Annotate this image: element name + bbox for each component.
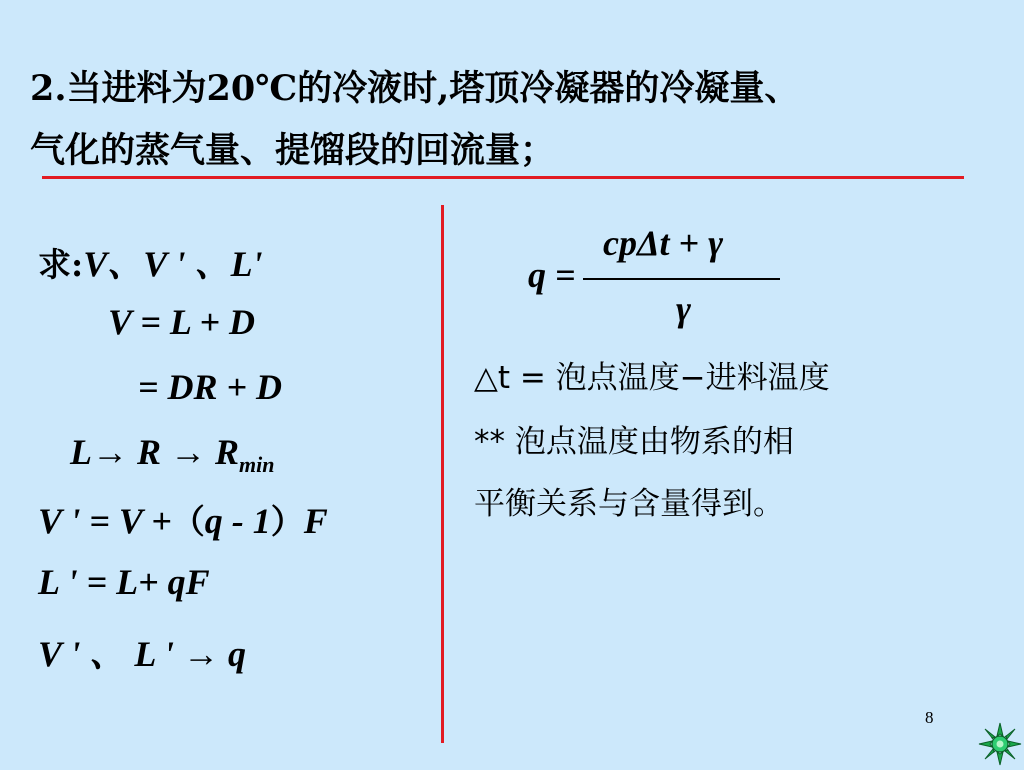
note-line-2: ** 泡点温度由物系的相 [474, 424, 794, 460]
equation-4-a: V ' = V + [38, 501, 172, 541]
equation-3-main: L→ R → R [70, 432, 240, 472]
equation-1: V = L + D [108, 302, 256, 342]
requirement-label: 求: [38, 245, 84, 284]
note-line-3: 平衡关系与含量得到。 [474, 486, 784, 522]
equation-3-subscript: min [239, 452, 275, 477]
equation-2: = DR + D [138, 367, 283, 407]
equation-4 [38, 496, 328, 543]
formula-numerator: cpΔt + γ [603, 223, 724, 263]
requirement-vars: V、V ' 、L' [83, 244, 263, 284]
green-star-sun-icon[interactable] [978, 722, 1022, 766]
requirement-line [38, 236, 263, 287]
equation-5: L ' = L+ qF [38, 562, 210, 602]
formula-denominator: γ [676, 289, 691, 329]
title-line-1: 2.当进料为20℃的冷液时,塔顶冷凝器的冷凝量、 [30, 68, 800, 109]
title-line-2: 气化的蒸气量、提馏段的回流量； [30, 130, 556, 171]
equation-4-paren-close: ） [270, 502, 304, 541]
formula-lhs: q = [528, 255, 576, 295]
slide-title [30, 58, 990, 182]
page-number: 8 [925, 708, 934, 727]
column-divider [441, 205, 444, 743]
fraction-bar [583, 278, 780, 280]
equation-4-paren-open: （ [171, 502, 205, 541]
note-line-1: △t = 泡点温度−进料温度 [474, 360, 830, 396]
equation-6: V ' 、 L ' → q [38, 634, 247, 674]
title-divider [42, 176, 964, 179]
equation-4-b: q - 1 [204, 501, 271, 541]
equation-4-c: F [303, 501, 328, 541]
equation-3 [70, 431, 274, 478]
